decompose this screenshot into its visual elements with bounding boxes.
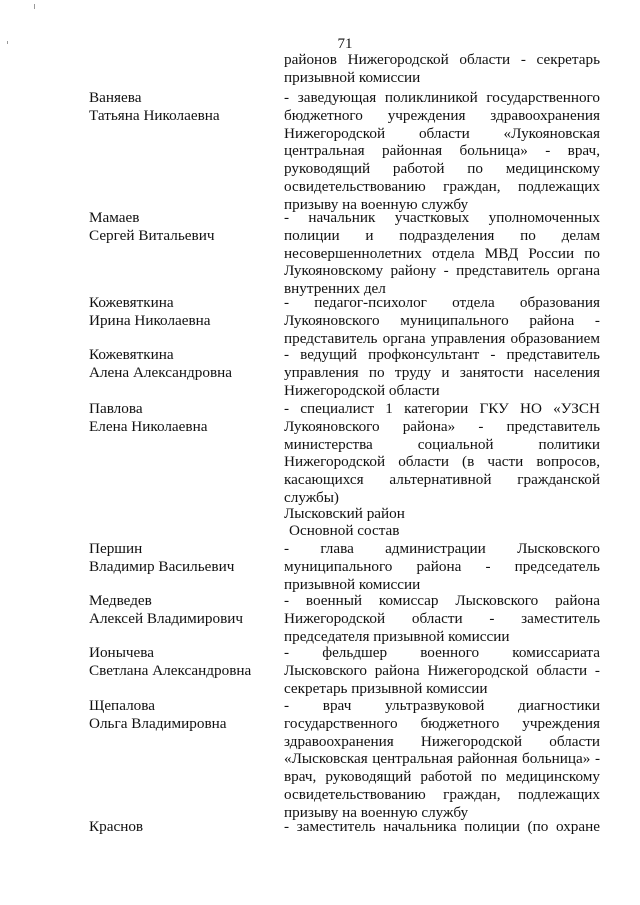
description-line: призыву на военную службу [284, 803, 469, 821]
member-description [284, 592, 600, 645]
description-line: управления по труду и занятости населения [284, 363, 600, 381]
description-line: муниципального района - председатель [284, 557, 600, 575]
description-line: освидетельствованию граждан, подлежащих [284, 785, 600, 803]
member-name [89, 209, 274, 245]
description-line: - специалист 1 категории ГКУ НО «УЗСН [284, 400, 600, 417]
member-surname: Краснов [89, 818, 144, 835]
member-given-name: Светлана Александровна [89, 661, 252, 679]
description-line: - начальник участковых уполномоченных [284, 209, 600, 226]
member-given-name: Ирина Николаевна [89, 311, 211, 329]
member-name [89, 400, 274, 436]
member-given-name: Сергей Витальевич [89, 226, 215, 244]
description-line: Лукояновского муниципального района - [284, 311, 600, 329]
description-line: - военный комиссар Лысковского района [284, 592, 600, 609]
description-line: Нижегородской области «Лукояновская [284, 124, 600, 142]
description-line: призывной комиссии [284, 575, 421, 593]
member-surname: Ваняева [89, 89, 142, 106]
member-name [89, 89, 274, 125]
description-line: государственного бюджетного учреждения [284, 714, 600, 732]
description-line: - фельдшер военного комиссариата [284, 644, 600, 661]
description-line: Нижегородской области - заместитель [284, 609, 600, 627]
member-description [284, 697, 600, 822]
member-description [284, 89, 600, 214]
description-line: внутренних дел [284, 280, 386, 298]
member-name [89, 346, 274, 382]
member-surname: Кожевяткина [89, 346, 174, 363]
member-surname: Першин [89, 540, 143, 557]
member-name [89, 818, 274, 836]
member-surname: Ионычева [89, 644, 154, 661]
description-line: секретарь призывной комиссии [284, 679, 488, 697]
description-line: призыву на военную службу [284, 195, 469, 213]
description-line: Нижегородской области (в части вопросов, [284, 453, 600, 471]
description-line: полиции и подразделения по делам [284, 226, 600, 244]
description-line: Нижегородской области [284, 381, 440, 399]
description-line: бюджетного учреждения здравоохранения [284, 106, 600, 124]
description-line: Лукояновского района» - представитель [284, 417, 600, 435]
description-line: «Лысковская центральная районная больница» - [284, 750, 600, 768]
description-line: представитель органа управления образованием [284, 329, 600, 347]
description-line: - педагог-психолог отдела образования [284, 294, 600, 311]
description-line: Лукояновскому району - представитель органа [284, 262, 600, 280]
member-description [284, 294, 600, 347]
description-line: Лысковского района Нижегородской области - [284, 661, 600, 679]
member-name [89, 644, 274, 680]
member-given-name: Ольга Владимировна [89, 714, 227, 732]
member-description [284, 540, 600, 593]
description-line: районов Нижегородской области - секретарь [284, 51, 600, 68]
page-number: 71 [337, 36, 353, 52]
member-given-name: Татьяна Николаевна [89, 106, 220, 124]
member-name [89, 540, 274, 576]
description-line: председателя призывной комиссии [284, 627, 510, 645]
description-line: здравоохранения Нижегородской области [284, 732, 600, 750]
member-name [89, 592, 274, 628]
member-given-name: Алексей Владимирович [89, 609, 244, 627]
description-line: - ведущий профконсультант - представитель [284, 346, 600, 363]
description-line: врач, руководящий работой по медицинскому [284, 768, 600, 786]
member-surname: Мамаев [89, 209, 140, 226]
description-line: призывной комиссии [284, 68, 421, 86]
description-line: службы) [284, 488, 339, 506]
scan-speck [34, 4, 35, 9]
member-description [284, 818, 600, 836]
description-line: несовершеннолетних отдела МВД России по [284, 244, 600, 262]
description-line: - врач ультразвуковой диагностики [284, 697, 600, 714]
member-description [284, 209, 600, 298]
description-line: центральная районная больница» - врач, [284, 142, 600, 160]
member-surname: Кожевяткина [89, 294, 174, 311]
member-surname: Павлова [89, 400, 143, 417]
member-given-name: Елена Николаевна [89, 417, 208, 435]
member-description [284, 644, 600, 697]
composition-heading: Основной состав [289, 522, 400, 539]
description-line: руководящий работой по медицинскому [284, 160, 600, 178]
member-description [284, 400, 600, 507]
description-line: касающихся альтернативной гражданской [284, 471, 600, 489]
description-line: министерства социальной политики [284, 435, 600, 453]
member-description [284, 346, 600, 399]
description-line: - заведующая поликлиникой государственного [284, 89, 600, 106]
member-given-name: Алена Александровна [89, 363, 232, 381]
description-line: освидетельствованию граждан, подлежащих [284, 177, 600, 195]
district-heading: Лысковский район [284, 505, 405, 522]
member-given-name: Владимир Васильевич [89, 557, 235, 575]
member-surname: Медведев [89, 592, 152, 609]
member-name [89, 294, 274, 330]
continued-description [284, 51, 600, 87]
member-name [89, 697, 274, 733]
description-line: - глава администрации Лысковского [284, 540, 600, 557]
description-line: - заместитель начальника полиции (по охране [284, 818, 600, 835]
member-surname: Щепалова [89, 697, 155, 714]
